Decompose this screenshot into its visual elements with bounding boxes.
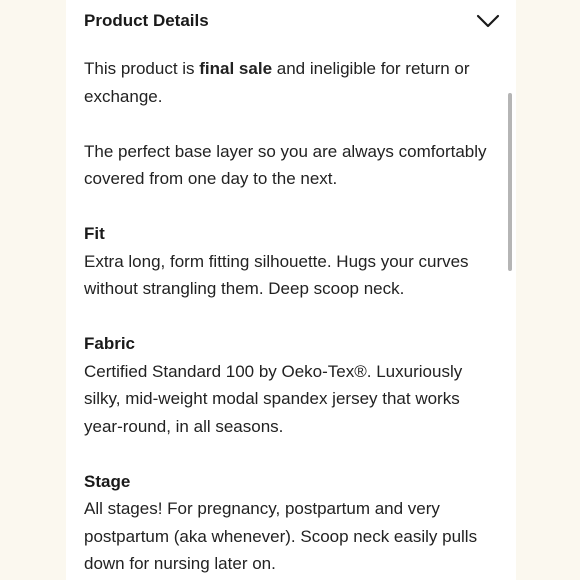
section-fit [84,220,502,303]
section-fabric [84,330,502,440]
section-body-stage: All stages! For pregnancy, postpartum and very postpartum (aka whenever). Scoop neck easily pulls down for nursing later on. [84,499,478,573]
notice-prefix: This product is [84,59,200,78]
details-content [84,55,502,580]
section-body-fabric: Certified Standard 100 by Oeko-Tex®. Luxuriously silky, mid-weight modal spandex jersey that works year-round, in all seasons. [84,361,463,436]
product-details-panel [66,0,516,580]
chevron-down-icon[interactable] [476,12,500,30]
final-sale-notice [84,55,502,110]
final-sale-emphasis: final sale [199,59,273,78]
notice-suffix: and ineligible for return or exchange. [84,59,470,106]
section-body-fit: Extra long, form fitting silhouette. Hugs your curves without strangling them. Deep scoop neck. [84,251,469,298]
scrollbar-thumb[interactable] [508,93,512,271]
section-title-fit: Fit [84,224,105,243]
accordion-header[interactable] [84,10,500,34]
section-stage [84,468,502,578]
section-title-stage: Stage [84,471,131,491]
product-description: The perfect base layer so you are always comfortably covered from one day to the next. [84,141,487,188]
section-title-fabric: Fabric [84,334,136,353]
accordion-title: Product Details [84,11,209,30]
